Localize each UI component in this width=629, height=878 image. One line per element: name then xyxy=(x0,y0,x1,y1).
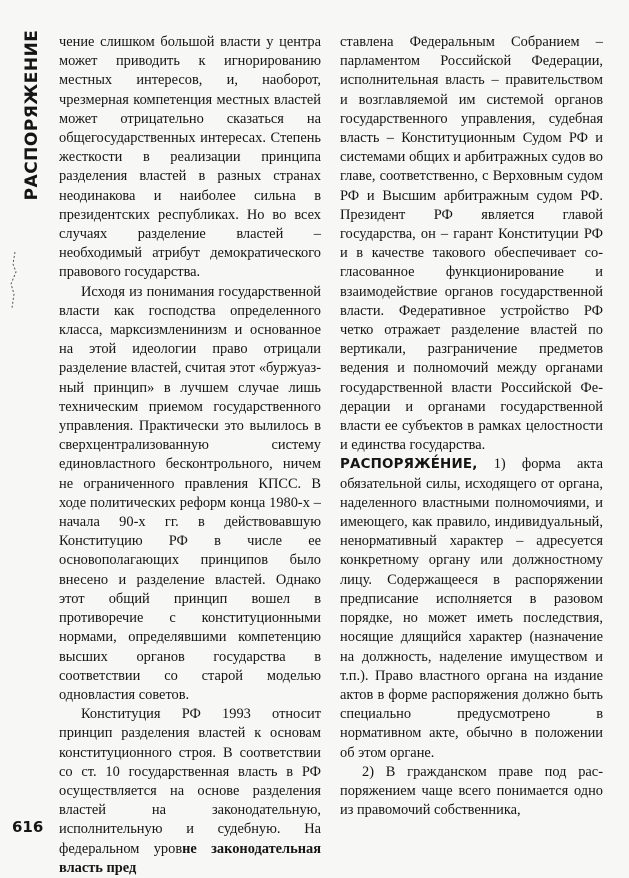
margin-smudge-mark xyxy=(6,250,20,310)
page-number: 616 xyxy=(12,818,44,836)
entry-rasporyazhenie xyxy=(340,455,603,762)
entry-definition-1: 1) форма акта обязательной силы, исходящего от органа, наделенного властными полномочиями, и имеющего, как правило, индивидуальный, ненормативный характер – адресуется конкретному органу или должностному лицу. Содержащееся в распоряжении предписание исполняется в разовом порядке, но может иметь последствия, носящие длящийся характер (назначение на должность, наделение имуществом и т.п.). Право властного органа на издание актов в форме распоряжения должно быть специально предусмотрено в нормативном акте, обычно в положении об этом органе. xyxy=(340,456,603,761)
left-paragraph-3 xyxy=(59,705,321,878)
right-column xyxy=(340,33,603,820)
left-paragraph-1: чение слишком большой власти у центра может приводить к игнорированию местных интересов, и, наоборот, чрезмерная компетенция местных властей может отрицательно сказаться на общегосударственных интересах. Степень жесткости в реализации принципа разделения властей в разных странах неодинакова и наиболее сильна в президентских республиках. Но во всех случаях разделение властей – необходимый атрибут демократического правового государства. xyxy=(59,34,321,281)
left-paragraph-2: Исходя из понимания государственной власти как господства определенного класса, марксизмленинизм и основанное на этой идеологии право отрицали разделение властей, считая этот «буржуазный принцип» в лучшем случае лишь техническим приемом государственного управления. Практически это вылилось в сверхцентрализованную систему единовластного бесконтрольного, ничем не ограниченного правления КПСС. В ходе политических реформ конца 1980-х – начала 90-х гг. в действовавшую Конституцию РФ в числе ее основополагающих принципов было внесено и разделение властей. Однако этот общий принцип вошел в противоречие с конституционными нормами, определявшими компетенцию высших органов государства в соответствии со старой моделью одновластия советов. xyxy=(59,283,321,703)
entry-definition-2: 2) В гражданском праве под распоряжением чаще всего понимается одно из правомочий собственника, xyxy=(340,763,603,819)
left-paragraph-3-last-line: не законодательная власть пред xyxy=(59,840,321,876)
right-paragraph-1: ставлена Федеральным Собранием – парламентом Российской Федерации, исполнительная власть – правительством и возглавляемой им системой органов государственного управления, судебная власть – Конституционным Судом РФ и системами общих и арбитражных судов во главе, соответственно, с Верховным судом РФ и Высшим арбитражным судом РФ. Президент РФ является главой государства, он – гарант Конституции РФ и в качестве такового обеспечивает согласованное функционирование и взаимодействие органов государственной власти. Федеративное устройство РФ четко отражает разделение властей по вертикали, разграничение предметов ведения и полномочий между органами государственной власти Российской Федерации и органами государственной власти ее субъектов в рамках целостности и единства государства. xyxy=(340,34,603,454)
left-column xyxy=(59,33,321,878)
entry-term: РАСПОРЯЖЕ́НИЕ, xyxy=(340,457,478,473)
side-header xyxy=(22,30,42,200)
side-header-title: РАСПОРЯЖЕНИЕ xyxy=(22,29,42,201)
left-paragraph-3-text: Конституция РФ 1993 относит принцип разделения властей к основам конституционного строя. В соответствии со ст. 10 государственная власть в РФ осуществляется на основе разделения властей на законодательную, исполнительную и судебную. На федеральном уров xyxy=(59,706,321,857)
